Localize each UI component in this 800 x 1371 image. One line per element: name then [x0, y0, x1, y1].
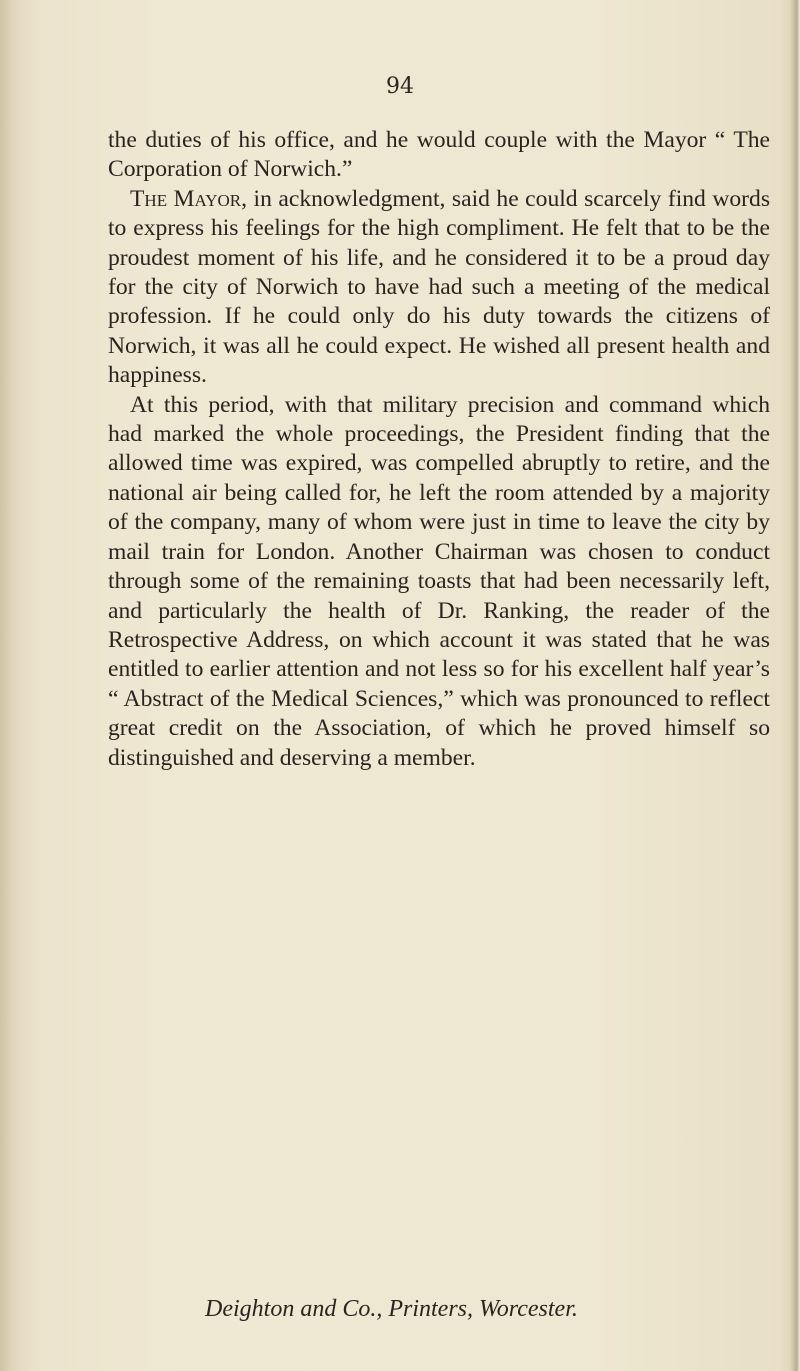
- page-gutter-shadow: [0, 0, 22, 1371]
- paragraph-1: the duties of his office, and he would couple with the Mayor “ The Corporation of Norwich.”: [108, 127, 770, 183]
- speaker-smallcaps: The Mayor: [130, 185, 242, 212]
- printer-colophon: Deighton and Co., Printers, Worcester.: [205, 1296, 578, 1322]
- body-text: [108, 126, 770, 773]
- paragraph-3: At this period, with that military precision and command which had marked the whole proceedings, the President finding that the allowed time was expired, was compelled abruptly to retire, and the national air being called for, he left the room attended by a majority of the company, many of whom were just in time to leave the city by mail train for London. Another Chairman was chosen to conduct through some of the remaining toasts that had been necessarily left, and particularly the health of Dr. Ranking, the reader of the Retrospective Address, on which account it was stated that he was entitled to earlier attention and not less so for his excellent half year’s “ Abstract of the Medical Sciences,” which was pronounced to reflect great credit on the Association, of which he proved himself so distinguished and deserving a member.: [108, 391, 770, 771]
- paragraph-2: [108, 185, 770, 391]
- page-number: 94: [386, 74, 414, 99]
- paragraph-2-text: , in acknowledgment, said he could scarcely find words to express his feelings for the high compliment. He felt that to be the proudest moment of his life, and he considered it to be a proud day for the city of Norwich to have had such a meeting of the medical profession. If he could only do his duty towards the citizens of Norwich, it was all he could expect. He wished all present health and happiness.: [108, 185, 771, 389]
- page-edge: [790, 0, 800, 1371]
